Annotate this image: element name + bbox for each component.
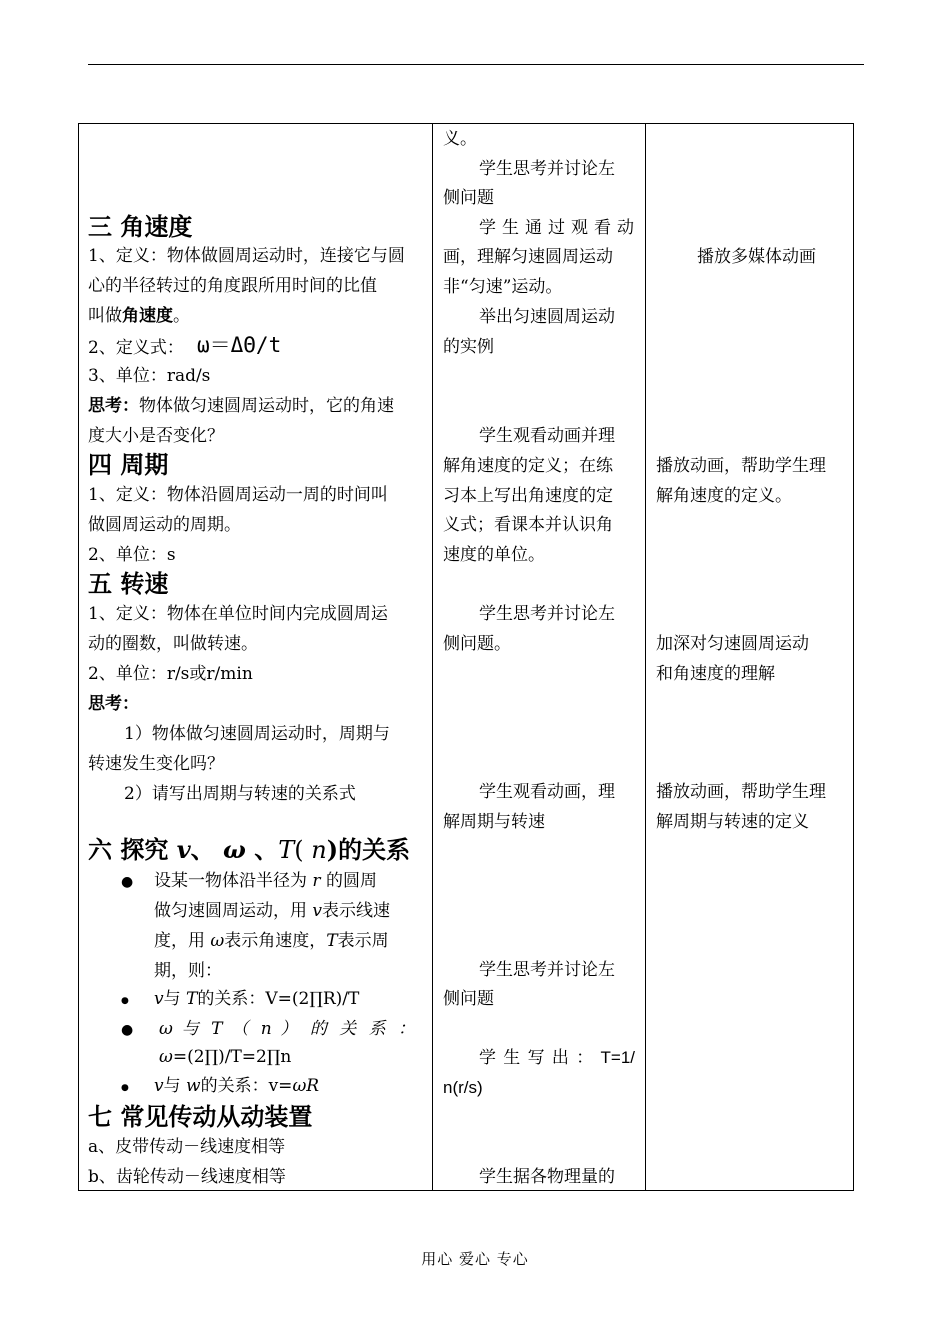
text-span: 或: [189, 664, 207, 684]
text-span: r/min: [206, 664, 253, 684]
text-line: 心的半径转过的角度跟所用时间的比值: [88, 276, 377, 296]
symbol-omega: ω: [223, 835, 246, 864]
text-span: 表示周: [337, 931, 389, 951]
relation-line: [154, 1075, 319, 1097]
text-line: [88, 305, 190, 327]
text-line: 播放动画，帮助学生理: [656, 456, 826, 476]
text-span: 做匀速圆周运动，用: [154, 901, 313, 921]
think-label: 思考：: [88, 694, 139, 714]
section-heading: [88, 835, 410, 865]
text-line: b、齿轮传动－线速度相等: [88, 1167, 286, 1187]
section-heading: 五 转速: [88, 569, 169, 598]
bullet-icon: ●: [121, 1083, 129, 1093]
text-span: 与: [163, 989, 187, 1009]
text-line: 解角速度的定义。: [656, 486, 792, 506]
symbol-w: w: [186, 1076, 201, 1096]
symbol-t: T: [278, 836, 295, 864]
text-line: 学生据各物理量的: [479, 1167, 615, 1187]
text-line: 学 生 写 出 ： T=1/: [479, 1048, 635, 1067]
text-line: 侧问题。: [443, 634, 511, 654]
lesson-table: [78, 123, 854, 1191]
text-line: 侧问题: [443, 989, 494, 1009]
symbol-v: v: [154, 1076, 164, 1096]
text-span: 的关系：v=: [200, 1076, 293, 1096]
symbol-t: T: [326, 931, 338, 951]
section-heading: 三 角速度: [88, 212, 193, 241]
text-line: 3、单位：rad/s: [88, 366, 211, 386]
text-span: 2、单位：r/s: [88, 664, 190, 684]
text-line: 学生观看动画，理: [479, 782, 615, 802]
formula: ω＝ΔΘ/t: [197, 333, 282, 357]
text-line: 解周期与转速的定义: [656, 812, 809, 832]
text-line: [154, 870, 377, 892]
text-line: 非“匀速”运动。: [443, 277, 563, 297]
text-line: 2）请写出周期与转速的关系式: [124, 784, 356, 804]
section-heading: 七 常见传动从动装置: [88, 1102, 313, 1131]
text-line: 动的圈数，叫做转速。: [88, 634, 258, 654]
text-line: a、皮带传动－线速度相等: [88, 1137, 286, 1157]
section-heading: 四 周期: [88, 450, 169, 479]
formula-label: 2、定义式：: [88, 338, 184, 358]
text-line: [88, 663, 253, 685]
text-line: 和角速度的理解: [656, 664, 775, 684]
text-line: 的实例: [443, 337, 494, 357]
relation-line: ω 与 T （ n ） 的 关 系 ：: [159, 1019, 415, 1039]
text-line: 加深对匀速圆周运动: [656, 634, 809, 654]
text-line: [88, 395, 394, 417]
text-span: 、: [245, 835, 279, 864]
text-line: 播放多媒体动画: [697, 247, 816, 267]
student-activity-column: [433, 124, 645, 1190]
bullet-icon: ●: [121, 996, 129, 1006]
text-line: 1、定义：物体在单位时间内完成圆周运: [88, 604, 388, 624]
teacher-activity-column: [646, 124, 854, 1190]
text-line: 解周期与转速: [443, 812, 545, 832]
text-line: 学生思考并讨论左: [479, 159, 615, 179]
relation-line: [159, 1046, 291, 1068]
text-span: 的圆周: [320, 871, 377, 891]
content-column: [79, 124, 432, 1190]
text-line: 解角速度的定义；在练: [443, 456, 613, 476]
text-line: 1）物体做匀速圆周运动时，周期与: [124, 724, 390, 744]
text-span: 六 探究: [88, 835, 177, 864]
text-line: 义式；看课本并认识角: [443, 515, 613, 535]
symbol-n: n: [311, 836, 327, 864]
text-line: 习本上写出角速度的定: [443, 486, 613, 506]
text-span: 、: [190, 835, 224, 864]
text-line: 举出匀速圆周运动: [479, 307, 615, 327]
text-span: 。: [173, 306, 190, 326]
text-span: 设某一物体沿半径为: [154, 871, 313, 891]
text-line: 转速发生变化吗？: [88, 754, 224, 774]
relation-line: [154, 988, 359, 1010]
text-line: 做圆周运动的周期。: [88, 515, 241, 535]
text-span: 度，用: [154, 931, 211, 951]
page-footer: 用心 爱心 专心: [421, 1250, 529, 1268]
symbol-v: v: [154, 989, 164, 1009]
symbol-omega: ω: [159, 1047, 173, 1067]
text-line: 学生通过观看动: [479, 218, 634, 238]
header-rule: [88, 64, 864, 65]
text-span: 与: [163, 1076, 187, 1096]
text-line: 期，则：: [154, 961, 222, 981]
text-span: )的关系: [326, 835, 411, 864]
term: 角速度: [122, 306, 173, 326]
text-line: 画，理解匀速圆周运动: [443, 247, 613, 267]
symbol-omega: ω: [210, 931, 225, 951]
think-label: 思考：: [88, 396, 139, 416]
symbol-t: T: [186, 989, 198, 1009]
text-span: 物体做匀速圆周运动时，它的角速: [139, 396, 394, 416]
symbol-v: v: [176, 835, 191, 864]
symbol-r: r: [312, 871, 321, 891]
text-line: [154, 930, 389, 952]
bullet-icon: ●: [121, 1022, 134, 1038]
text-line: 度大小是否变化？: [88, 426, 224, 446]
text-line: 侧问题: [443, 188, 494, 208]
text-line: 播放动画，帮助学生理: [656, 782, 826, 802]
text-line: 义。: [443, 129, 477, 149]
text-line: [154, 900, 390, 922]
text-span: 表示角速度，: [224, 931, 327, 951]
text-line: 学生观看动画并理: [479, 426, 615, 446]
symbol-v: v: [312, 901, 323, 921]
text-line: 学生思考并讨论左: [479, 604, 615, 624]
text-span: 表示线速: [322, 901, 391, 921]
text-line: 1、定义：物体沿圆周运动一周的时间叫: [88, 485, 388, 505]
text-line: 1、定义：物体做圆周运动时，连接它与圆: [88, 246, 405, 266]
text-span: 叫做: [88, 306, 122, 326]
text-span: (: [294, 836, 312, 864]
text-line: 速度的单位。: [443, 545, 545, 565]
text-span: =(2∏)/T=2∏n: [172, 1047, 292, 1067]
text-line: 2、单位：s: [88, 545, 176, 565]
text-span: 的关系：V=(2∏R)/T: [197, 989, 360, 1009]
text-line: n(r/s): [443, 1078, 483, 1097]
bullet-icon: ●: [121, 874, 134, 890]
symbol-omega-r: ωR: [292, 1076, 320, 1096]
text-line: 学生思考并讨论左: [479, 960, 615, 980]
